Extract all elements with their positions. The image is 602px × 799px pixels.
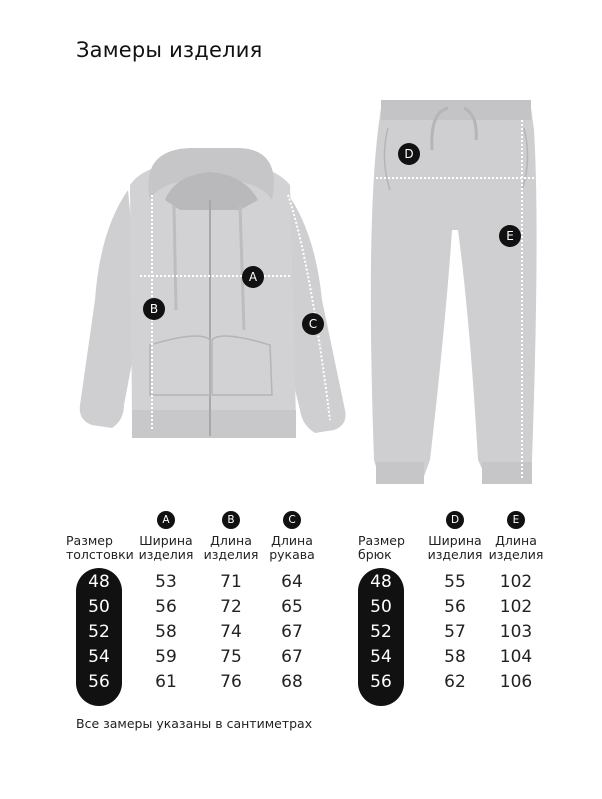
pants-length-value: 102	[499, 572, 533, 592]
hoodie-size: 50	[88, 597, 110, 617]
pants-size: 56	[370, 672, 392, 692]
marker-b: B	[143, 298, 165, 320]
hoodie-size-header: Размер толстовки	[66, 533, 134, 562]
column-marker-c: C	[283, 511, 301, 529]
column-marker-d: D	[446, 511, 464, 529]
pants-length-value: 104	[499, 647, 533, 667]
pants-size-header: Размер брюк	[358, 533, 405, 562]
marker-d: D	[398, 143, 420, 165]
pants-size: 54	[370, 647, 392, 667]
pants-length-value: 106	[499, 672, 533, 692]
hoodie-size: 56	[88, 672, 110, 692]
pants-width-value: 62	[444, 672, 466, 692]
hoodie-length-value: 75	[220, 647, 242, 667]
hoodie-sleeve-value: 64	[281, 572, 303, 592]
hoodie-width-value: 58	[155, 622, 177, 642]
column-header-pants-width: Ширина изделия	[427, 533, 483, 562]
marker-c: C	[302, 313, 324, 335]
marker-a: A	[242, 266, 264, 288]
page-title: Замеры изделия	[76, 38, 263, 62]
hoodie-size: 48	[88, 572, 110, 592]
hoodie-size: 52	[88, 622, 110, 642]
hoodie-length-value: 71	[220, 572, 242, 592]
hoodie-length-value: 72	[220, 597, 242, 617]
hoodie-sleeve-value: 65	[281, 597, 303, 617]
hoodie-width-value: 53	[155, 572, 177, 592]
marker-e: E	[499, 225, 521, 247]
hoodie-width-value: 56	[155, 597, 177, 617]
column-marker-b: B	[222, 511, 240, 529]
hoodie-length-value: 74	[220, 622, 242, 642]
column-marker-e: E	[507, 511, 525, 529]
column-header-width: Ширина изделия	[138, 533, 194, 562]
hoodie-size: 54	[88, 647, 110, 667]
pants-size: 52	[370, 622, 392, 642]
hoodie-sleeve-value: 68	[281, 672, 303, 692]
pants-length-value: 102	[499, 597, 533, 617]
pants-length-value: 103	[499, 622, 533, 642]
column-header-sleeve: Длина рукава	[269, 533, 315, 562]
column-header-pants-length: Длина изделия	[488, 533, 544, 562]
pants-width-value: 55	[444, 572, 466, 592]
pants-width-value: 57	[444, 622, 466, 642]
pants-width-value: 58	[444, 647, 466, 667]
hoodie-width-value: 61	[155, 672, 177, 692]
pants-image	[371, 100, 537, 484]
pants-width-value: 56	[444, 597, 466, 617]
pants-size: 48	[370, 572, 392, 592]
hoodie-image	[80, 148, 346, 438]
pants-size: 50	[370, 597, 392, 617]
column-header-length: Длина изделия	[203, 533, 259, 562]
units-note: Все замеры указаны в сантиметрах	[76, 716, 313, 731]
column-marker-a: A	[157, 511, 175, 529]
hoodie-width-value: 59	[155, 647, 177, 667]
hoodie-length-value: 76	[220, 672, 242, 692]
hoodie-sleeve-value: 67	[281, 647, 303, 667]
hoodie-sleeve-value: 67	[281, 622, 303, 642]
